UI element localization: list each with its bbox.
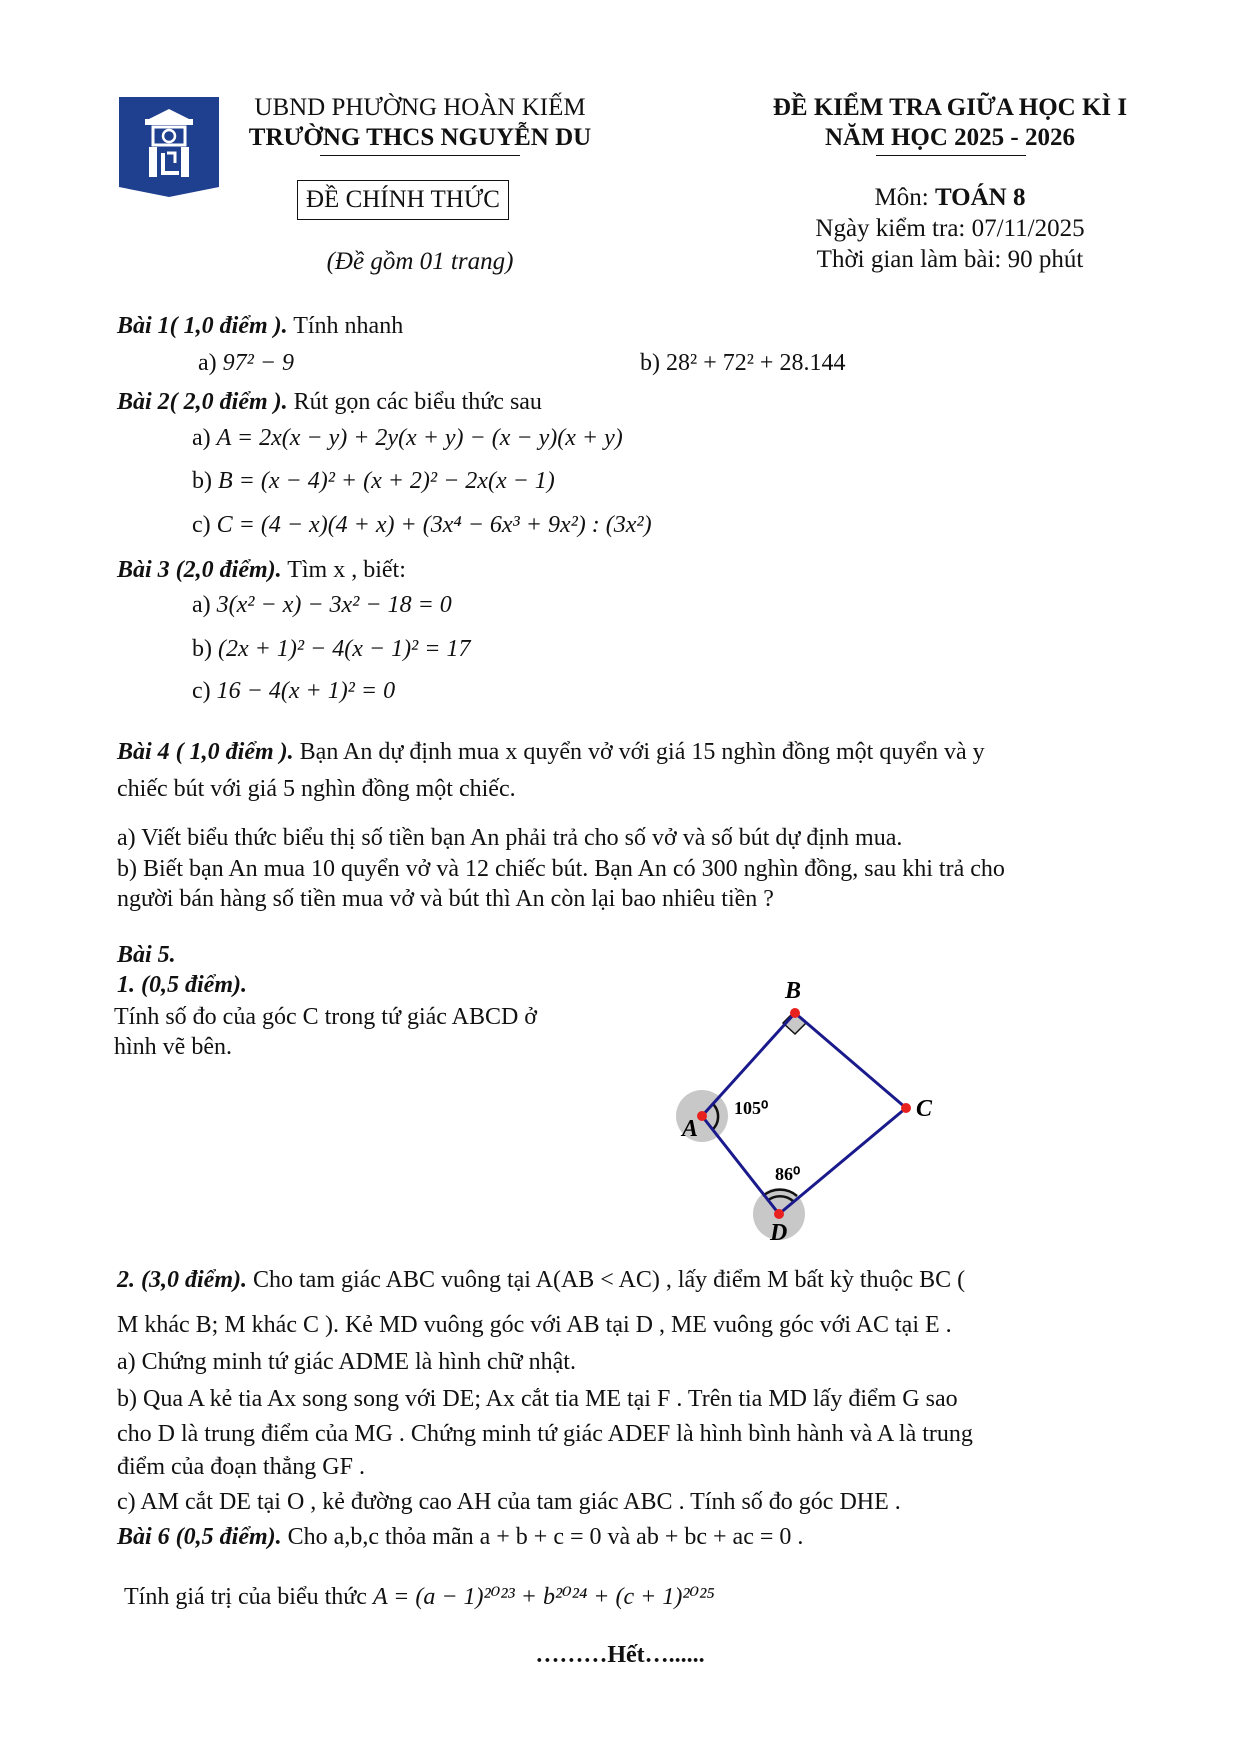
label-b: B xyxy=(785,978,802,1004)
bai2-heading xyxy=(117,387,542,418)
bai5-p2-heading xyxy=(117,1265,965,1296)
point-a xyxy=(697,1111,707,1121)
bai5-p1-title: 1. (0,5 điểm). xyxy=(117,972,247,998)
bai2-b-expr: B = (x − 4)² + (x + 2)² − 2x(x − 1) xyxy=(218,468,555,494)
bai4-b1: b) Biết bạn An mua 10 quyển vở và 12 chiếc bút. Bạn An có 300 nghìn đồng, sau khi trả cho xyxy=(117,856,1005,882)
subject-line xyxy=(750,183,1150,213)
bai5-p2-line2: M khác B; M khác C ). Kẻ MD vuông góc với AB tại D , ME vuông góc với AC tại E . xyxy=(117,1312,952,1338)
subject-value: TOÁN 8 xyxy=(934,184,1026,211)
bai6-heading xyxy=(117,1522,803,1553)
bai2-a-label: a) xyxy=(192,425,211,451)
bai3-c-expr: 16 − 4(x + 1)² = 0 xyxy=(216,678,396,704)
bai2-c-expr: C = (4 − x)(4 + x) + (3x⁴ − 6x³ + 9x²) : (3x²) xyxy=(216,512,652,538)
bai2-b xyxy=(192,468,555,495)
bai3-a-label: a) xyxy=(192,592,211,618)
bai3-c xyxy=(192,678,395,705)
label-d: D xyxy=(770,1220,788,1246)
bai5-p2-b2: cho D là trung điểm của MG . Chứng minh tứ giác ADEF là hình bình hành và A là trung xyxy=(117,1421,973,1447)
point-d xyxy=(774,1209,784,1219)
bai3-b-label: b) xyxy=(192,636,212,662)
bai4-line1: Bạn An dự định mua x quyển vở với giá 15 nghìn đồng một quyển và y xyxy=(293,739,985,765)
bai6-expression: A = (a − 1)²⁰²³ + b²⁰²⁴ + (c + 1)²⁰²⁵ xyxy=(372,1584,715,1610)
header-right-line2: NĂM HỌC 2025 - 2026 xyxy=(825,124,1075,151)
bai3-title: Bài 3 (2,0 điểm). xyxy=(117,557,282,583)
label-c: C xyxy=(916,1096,933,1122)
bai6-line2 xyxy=(124,1582,715,1613)
bai5-p2-b3: điểm của đoạn thẳng GF . xyxy=(117,1454,365,1480)
bai6-line1: Cho a,b,c thỏa mãn a + b + c = 0 và ab + bc + ac = 0 . xyxy=(281,1524,804,1550)
bai5-p2-title: 2. (3,0 điểm). xyxy=(117,1267,247,1293)
bai6-title: Bài 6 (0,5 điểm). xyxy=(117,1524,282,1550)
bai6-line2-prefix: Tính giá trị của biểu thức xyxy=(124,1584,373,1610)
bai5-p2-c: c) AM cắt DE tại O , kẻ đường cao AH của tam giác ABC . Tính số đo góc DHE . xyxy=(117,1489,901,1515)
bai1-a xyxy=(198,350,294,377)
bai3-desc: Tìm x , biết: xyxy=(281,557,406,583)
quadrilateral-figure xyxy=(660,970,960,1250)
bai5-p1-line2: hình vẽ bên. xyxy=(114,1034,232,1060)
bai4-line2: chiếc bút với giá 5 nghìn đồng một chiếc. xyxy=(117,776,516,802)
bai2-desc: Rút gọn các biểu thức sau xyxy=(287,389,542,415)
bai5-p2-a: a) Chứng minh tứ giác ADME là hình chữ nhật. xyxy=(117,1349,576,1375)
bai2-a xyxy=(192,425,623,452)
bai1-b-label: b) xyxy=(640,350,660,376)
bai2-a-expr: A = 2x(x − y) + 2y(x + y) − (x − y)(x + y) xyxy=(216,425,623,451)
school-logo xyxy=(119,97,219,197)
bai2-b-label: b) xyxy=(192,468,212,494)
header-right-underline xyxy=(876,155,1026,156)
bai5-p2-line1: Cho tam giác ABC vuông tại A(AB < AC) , lấy điểm M bất kỳ thuộc BC ( xyxy=(246,1267,966,1293)
bai5-title: Bài 5. xyxy=(117,942,176,968)
subject-label: Môn: xyxy=(874,184,935,211)
bai1-a-label: a) xyxy=(198,350,217,376)
bai4-a: a) Viết biểu thức biểu thị số tiền bạn An phải trả cho số vở và số bút dự định mua. xyxy=(117,825,903,851)
official-label: ĐỀ CHÍNH THỨC xyxy=(297,180,509,220)
header-left-line2: TRƯỜNG THCS NGUYỄN DU xyxy=(248,124,592,151)
bai5-p1-line1: Tính số đo của góc C trong tứ giác ABCD ở xyxy=(114,1004,537,1030)
bai5-p2-b1: b) Qua A kẻ tia Ax song song với DE; Ax cắt tia ME tại F . Trên tia MD lấy điểm G sao xyxy=(117,1386,958,1412)
bai4-title: Bài 4 ( 1,0 điểm ). xyxy=(117,739,294,765)
header-left-underline xyxy=(320,155,520,156)
bai1-desc: Tính nhanh xyxy=(287,313,404,339)
bai3-b-expr: (2x + 1)² − 4(x − 1)² = 17 xyxy=(218,636,471,662)
bai3-a-expr: 3(x² − x) − 3x² − 18 = 0 xyxy=(216,592,452,618)
header-right-line1: ĐỀ KIỂM TRA GIỮA HỌC KÌ I xyxy=(772,94,1128,121)
bai2-c xyxy=(192,512,652,539)
label-a: A xyxy=(682,1116,699,1142)
time-line: Thời gian làm bài: 90 phút xyxy=(816,246,1084,273)
header-left-line1: UBND PHƯỜNG HOÀN KIẾM xyxy=(254,94,586,121)
bai4-b2: người bán hàng số tiền mua vở và bút thì An còn lại bao nhiêu tiền ? xyxy=(117,886,774,912)
quadrilateral-abcd xyxy=(702,1013,906,1214)
bai1-b xyxy=(640,350,845,377)
bai1-a-expr: 97² − 9 xyxy=(222,350,295,376)
date-line: Ngày kiểm tra: 07/11/2025 xyxy=(815,215,1085,242)
bai3-heading xyxy=(117,555,406,586)
bai1-b-expr: 28² + 72² + 28.144 xyxy=(666,350,846,376)
bai3-b xyxy=(192,636,470,663)
bai1-title: Bài 1( 1,0 điểm ). xyxy=(117,313,288,339)
bai3-a xyxy=(192,592,452,619)
bai1-heading xyxy=(117,311,403,342)
bai3-c-label: c) xyxy=(192,678,211,704)
point-c xyxy=(901,1103,911,1113)
angle-a-label: 105⁰ xyxy=(734,1098,769,1118)
bai2-c-label: c) xyxy=(192,512,211,538)
pages-note: (Đề gồm 01 trang) xyxy=(326,248,514,275)
point-b xyxy=(790,1008,800,1018)
bai2-title: Bài 2( 2,0 điểm ). xyxy=(117,389,288,415)
end-marker: ………Hết…...... xyxy=(535,1642,705,1668)
angle-d-label: 86⁰ xyxy=(775,1164,801,1184)
bai4-heading xyxy=(117,737,985,768)
